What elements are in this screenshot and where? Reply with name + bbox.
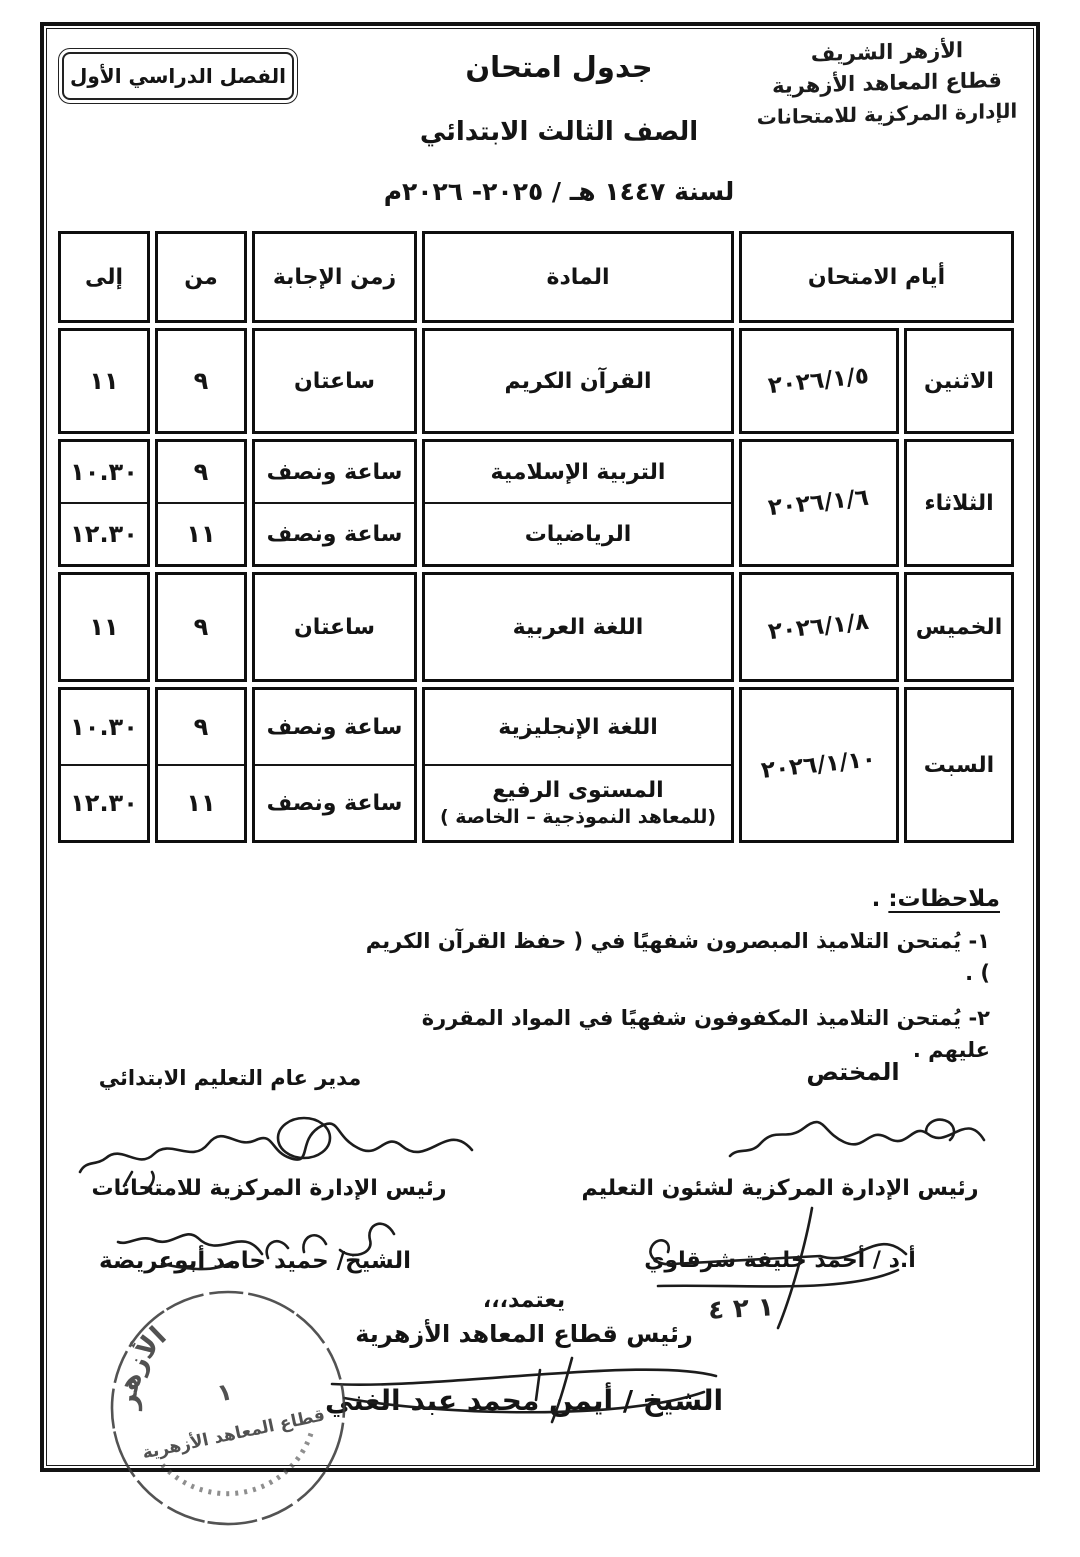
to-cell: ١١ (58, 572, 150, 682)
day-cell: الاثنين (904, 328, 1014, 434)
to-cell: ١١ (58, 328, 150, 434)
duration-cell: ساعتان (252, 328, 417, 434)
specialist-signature (716, 1092, 1006, 1182)
table-row (58, 439, 1014, 567)
sector-head-label: رئيس قطاع المعاهد الأزهرية (355, 1320, 693, 1348)
date-text: ٢٠٢٦/١/١٠ (760, 746, 878, 784)
date-cell (739, 439, 899, 567)
org-name: الأزهر الشريف (810, 38, 964, 66)
from-cell (155, 687, 247, 843)
org-administration: الإدارة المركزية للامتحانات (756, 98, 1018, 130)
from-text: ١١ (158, 502, 244, 564)
subject-note: (للمعاهد النموذجية – الخاصة ) (439, 806, 717, 828)
specialist-label: المختص (806, 1058, 900, 1086)
head-exams-name: الشيخ/ حميد حامد أبوعريضة (99, 1248, 411, 1274)
header-subject: المادة (422, 231, 734, 323)
duration-cell (252, 687, 417, 843)
duration-text: ساعة ونصف (255, 764, 414, 840)
official-round-stamp (79, 1259, 378, 1557)
duration-cell (252, 439, 417, 567)
header-from: من (155, 231, 247, 323)
duration-text: ساعة ونصف (266, 459, 403, 485)
from-cell: ٩ (155, 572, 247, 682)
head-exams-label: رئيس الإدارة المركزية للامتحانات (91, 1176, 447, 1201)
subject-text: التربية الإسلامية (490, 459, 666, 485)
header-exam-days: أيام الامتحان (739, 231, 1014, 323)
subject-main: المستوى الرفيع (492, 778, 664, 803)
director-signature (72, 1098, 492, 1208)
duration-text: ساعة ونصف (266, 714, 403, 740)
handwritten-numbers: ١ ٢ ٤ (707, 1292, 775, 1326)
notes-title (360, 886, 1000, 912)
sector-head-name: الشيخ / أيمن محمد عبد الغني (324, 1384, 724, 1417)
table-row (58, 328, 1014, 434)
semester-badge-label: الفصل الدراسي الأول (62, 52, 294, 100)
head-education-signature (606, 1202, 926, 1332)
subject-text: الرياضيات (425, 502, 731, 564)
organization-letterhead (756, 37, 1018, 130)
date-text: ٢٠٢٦/١/٦ (767, 484, 871, 522)
head-exams-signature (102, 1204, 412, 1276)
table-row (58, 572, 1014, 682)
director-primary-label: مدير عام التعليم الابتدائي (98, 1066, 362, 1090)
to-text: ١٠.٣٠ (70, 458, 138, 486)
year-subtitle: لسنة ١٤٤٧ هـ / ٢٠٢٥- ٢٠٢٦م (383, 177, 735, 206)
stamp-center-text: ١ (214, 1377, 235, 1408)
day-cell: الثلاثاء (904, 439, 1014, 567)
to-text: ١٢.٣٠ (61, 502, 147, 564)
table-header-row (58, 231, 1014, 323)
from-text: ٩ (193, 458, 209, 486)
stamp-top-text: الأزهر (111, 1320, 173, 1411)
from-cell: ٩ (155, 328, 247, 434)
org-sector: قطاع المعاهد الأزهرية (772, 67, 1002, 99)
from-text: ١١ (158, 764, 244, 840)
to-text: ١٢.٣٠ (61, 764, 147, 840)
note-item: ١- يُمتحن التلاميذ المبصرون شفهيًا في ( حفظ القرآن الكريم ) . (365, 929, 990, 985)
head-education-name: أ.د / أحمد خليفة شرقاوي (644, 1248, 916, 1273)
notes-section (360, 886, 1000, 1066)
notes-title-text: ملاحظات: (888, 886, 1000, 912)
subject-text: اللغة الإنجليزية (498, 714, 658, 740)
header-duration: زمن الإجابة (252, 231, 417, 323)
document-title-block (334, 50, 784, 206)
subject-cell: القرآن الكريم (422, 328, 734, 434)
exam-schedule-table (58, 231, 1014, 848)
stamp-band-text: قطاع المعاهد الأزهرية (140, 1405, 327, 1464)
subject-cell (422, 687, 734, 843)
day-cell: الخميس (904, 572, 1014, 682)
semester-badge (58, 48, 298, 104)
date-cell (739, 572, 899, 682)
subject-cell (422, 439, 734, 567)
date-cell (739, 328, 899, 434)
duration-text: ساعة ونصف (255, 502, 414, 564)
notes-title-suffix: . (871, 886, 889, 912)
grade-subtitle: الصف الثالث الابتدائي (419, 117, 699, 147)
subject-text (425, 764, 731, 840)
approved-label: يعتمد،،، (482, 1288, 566, 1313)
header-to: إلى (58, 231, 150, 323)
head-education-label: رئيس الإدارة المركزية لشئون التعليم (581, 1176, 979, 1201)
subject-cell: اللغة العربية (422, 572, 734, 682)
day-cell: السبت (904, 687, 1014, 843)
note-item: ٢- يُمتحن التلاميذ المكفوفون شفهيًا في المواد المقررة عليهم . (421, 1006, 990, 1062)
from-text: ٩ (193, 713, 209, 741)
sector-head-signature (314, 1350, 734, 1432)
to-cell (58, 439, 150, 567)
to-cell (58, 687, 150, 843)
from-cell (155, 439, 247, 567)
table-row (58, 687, 1014, 843)
date-cell (739, 687, 899, 843)
date-text: ٢٠٢٦/١/٨ (767, 608, 871, 646)
duration-cell: ساعتان (252, 572, 417, 682)
document-title: جدول امتحان (465, 50, 653, 84)
to-text: ١٠.٣٠ (70, 713, 138, 741)
date-text: ٢٠٢٦/١/٥ (767, 362, 871, 400)
svg-text:الأزهر (95, 1318, 185, 1419)
page-border (40, 22, 1040, 1472)
